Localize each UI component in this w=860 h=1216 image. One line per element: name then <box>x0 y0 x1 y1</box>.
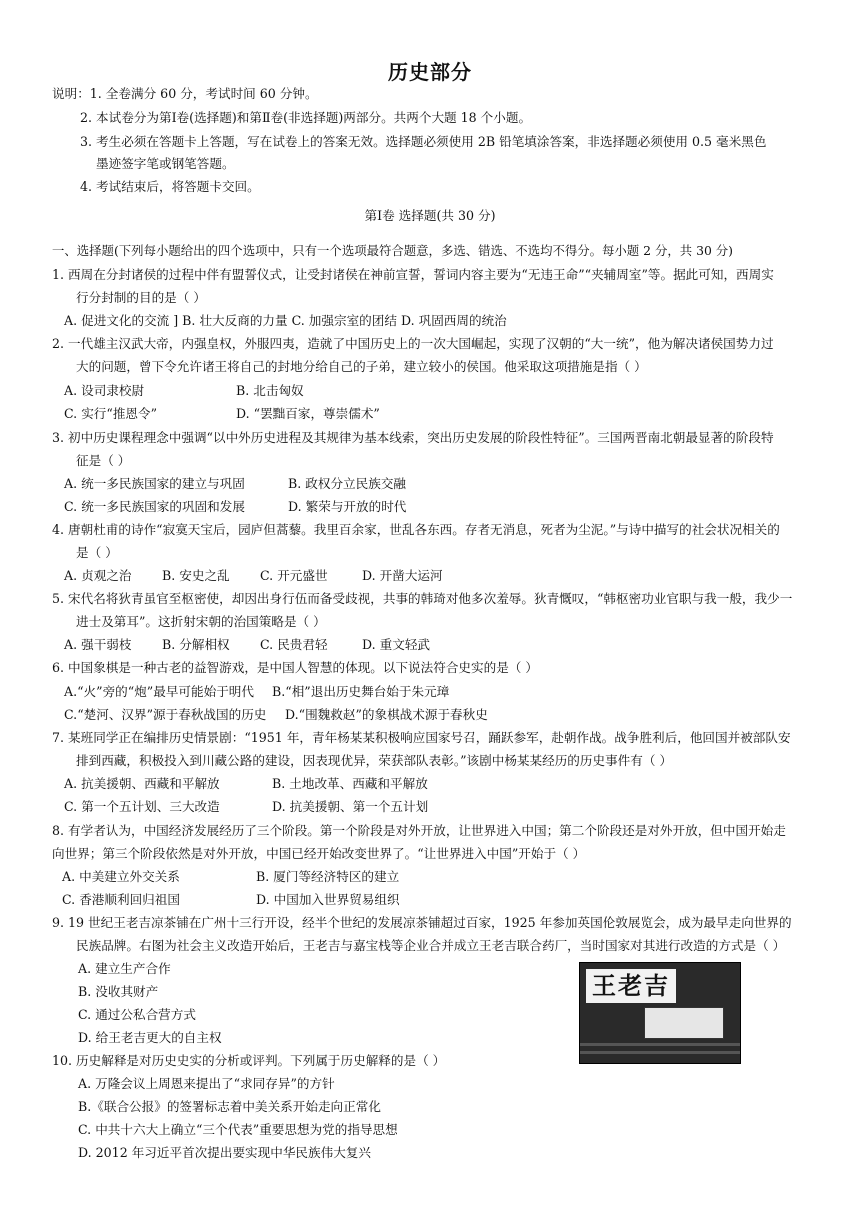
question-stem: 4. 唐朝杜甫的诗作“寂寞天宝后，园庐但蒿藜。我里百余家，世乱各东西。存者无消息，死者为尘泥。”与诗中描写的社会状况相关的 <box>52 522 780 537</box>
instruction-3: 3. 考生必须在答题卡上答题，写在试卷上的答案无效。选择题必须使用 2B 铅笔填涂答案，非选择题必须使用 0.5 毫米黑色 <box>80 134 767 149</box>
question-stem: 2. 一代雄主汉武大帝，内强皇权，外服四夷，造就了中国历史上的一次大国崛起，实现了汉朝的“大一统”，他为解决诸侯国势力过 <box>52 336 774 351</box>
question-stem-cont: 征是（ ） <box>76 453 131 468</box>
question-stem-cont: 排到西藏，积极投入到川藏公路的建设，因表现优异，荣获部队表彰。”该剧中杨某某经历的历史事件有（ ） <box>76 753 673 768</box>
image-sign-box <box>644 1007 724 1039</box>
option-c: C. 统一多民族国家的巩固和发展 <box>64 499 245 514</box>
question-stem-cont: 是（ ） <box>76 545 118 560</box>
option-d: D. 2012 年习近平首次提出要实现中华民族伟大复兴 <box>78 1145 371 1160</box>
image-stripe <box>580 1051 740 1054</box>
option-a: A. 建立生产合作 <box>78 961 171 976</box>
wanglaoji-advertisement-image <box>579 962 741 1064</box>
option-d: D. 中国加入世界贸易组织 <box>256 892 400 907</box>
option-d: D. 开凿大运河 <box>362 568 443 583</box>
option-d: D. 抗美援朝、第一个五计划 <box>272 799 429 814</box>
question-stem-cont: 大的问题，曾下令允许诸王将自己的封地分给自己的子弟，建立较小的侯国。他采取这项措施是指（ ） <box>76 359 647 374</box>
option-c: C. 通过公私合营方式 <box>78 1007 196 1022</box>
option-d: D.“围魏救赵”的象棋战术源于春秋史 <box>285 707 488 722</box>
instruction-4: 4. 考试结束后，将答题卡交回。 <box>80 179 260 194</box>
option-b: B.《联合公报》的签署标志着中美关系开始走向正常化 <box>78 1099 381 1114</box>
option-d: D. “罢黜百家，尊崇儒术” <box>236 406 380 421</box>
question-stem: 5. 宋代名将狄青虽官至枢密使，却因出身行伍而备受歧视，共事的韩琦对他多次羞辱。狄青慨叹，“韩枢密功业官职与我一般，我少一 <box>52 591 793 606</box>
option-c: C. 开元盛世 <box>260 568 328 583</box>
question-stem: 7. 某班同学正在编排历史情景剧：“1951 年，青年杨某某积极响应国家号召，踊跃参军，赴朝作战。战争胜利后，他回国并被部队安 <box>52 730 791 745</box>
option-b: B. 厦门等经济特区的建立 <box>256 869 400 884</box>
option-b: B. 没收其财产 <box>78 984 159 999</box>
option-c: C. 中共十六大上确立“三个代表”重要思想为党的指导思想 <box>78 1122 398 1137</box>
instruction-3-cont: 墨迹签字笔或钢笔答题。 <box>96 156 235 171</box>
option-b: B.“相”退出历史舞台始于朱元璋 <box>272 684 450 699</box>
question-stem: 6. 中国象棋是一种古老的益智游戏，是中国人智慧的体现。以下说法符合史实的是（ ） <box>52 660 538 675</box>
question-stem: 1. 西周在分封诸侯的过程中伴有盟誓仪式，让受封诸侯在神前宣誓，誓词内容主要为“无违王命”“夹辅周室”等。据此可知，西周实 <box>52 267 774 282</box>
section-title: 第Ⅰ卷 选择题(共 30 分) <box>364 208 496 223</box>
instruction-1: 说明：1. 全卷满分 60 分，考试时间 60 分钟。 <box>52 86 318 101</box>
question-stem-cont: 民族品牌。右图为社会主义改造开始后，王老吉与嘉宝栈等企业合并成立王老吉联合药厂，当时国家对其进行改造的方式是（ ） <box>76 938 786 953</box>
option-c: C. 第一个五计划、三大改造 <box>64 799 220 814</box>
option-b: B. 政权分立民族交融 <box>288 476 407 491</box>
option-a: A. 贞观之治 <box>64 568 132 583</box>
question-stem-cont: 进士及第耳”。这折射宋朝的治国策略是（ ） <box>76 614 326 629</box>
option-d: D. 给王老吉更大的自主权 <box>78 1030 222 1045</box>
option-a: A. 万隆会议上周恩来提出了“求同存异”的方针 <box>78 1076 335 1091</box>
option-d: D. 繁荣与开放的时代 <box>288 499 407 514</box>
question-stem: 8. 有学者认为，中国经济发展经历了三个阶段。第一个阶段是对外开放，让世界进入中国；第二个阶段还是对外开放，但中国开始走 <box>52 823 786 838</box>
option-a: A. 强干弱枝 <box>64 637 132 652</box>
question-stem: 3. 初中历史课程理念中强调“以中外历史进程及其规律为基本线索，突出历史发展的阶段性特征”。三国两晋南北朝最显著的阶段特 <box>52 430 774 445</box>
option-b: B. 安史之乱 <box>162 568 230 583</box>
option-d: D. 重文轻武 <box>362 637 431 652</box>
image-stripe <box>580 1043 740 1046</box>
option-a: A. 统一多民族国家的建立与巩固 <box>64 476 245 491</box>
option-c: C. 民贵君轻 <box>260 637 328 652</box>
page-title: 历史部分 <box>388 60 472 84</box>
option-b: B. 分解相权 <box>162 637 230 652</box>
instruction-2: 2. 本试卷分为第Ⅰ卷(选择题)和第Ⅱ卷(非选择题)两部分。共两个大题 18 个小题。 <box>80 110 532 125</box>
option-a: A.“火”旁的“炮”最早可能始于明代 <box>64 684 254 699</box>
option-a: A. 中美建立外交关系 <box>62 869 180 884</box>
option-c: C. 香港顺利回归祖国 <box>62 892 180 907</box>
question-stem-cont: 行分封制的目的是（ ） <box>76 290 206 305</box>
option-a: A. 抗美援朝、西藏和平解放 <box>64 776 220 791</box>
question-stem-cont: 向世界；第三个阶段依然是对外开放，中国已经开始改变世界了。“让世界进入中国”开始于（ ） <box>52 846 586 861</box>
option-b: B. 北击匈奴 <box>236 383 304 398</box>
question-stem: 9. 19 世纪王老吉凉茶铺在广州十三行开设，经半个世纪的发展凉茶铺超过百家，1925 年参加英国伦敦展览会，成为最早走向世界的 <box>52 915 792 930</box>
option-a: A. 设司隶校尉 <box>64 383 145 398</box>
part-heading: 一、选择题(下列每小题给出的四个选项中，只有一个选项最符合题意，多选、错选、不选均不得分。每小题 2 分，共 30 分) <box>52 243 733 258</box>
image-banner-text: 王老吉 <box>586 969 676 1003</box>
options-line: A. 促进文化的交流 ] B. 壮大反商的力量 C. 加强宗室的团结 D. 巩固西周的统治 <box>64 313 507 328</box>
option-c: C.“楚河、汉界”源于春秋战国的历史 <box>64 707 267 722</box>
option-b: B. 土地改革、西藏和平解放 <box>272 776 428 791</box>
question-stem: 10. 历史解释是对历史史实的分析或评判。下列属于历史解释的是（ ） <box>52 1053 446 1068</box>
option-c: C. 实行“推恩令” <box>64 406 158 421</box>
